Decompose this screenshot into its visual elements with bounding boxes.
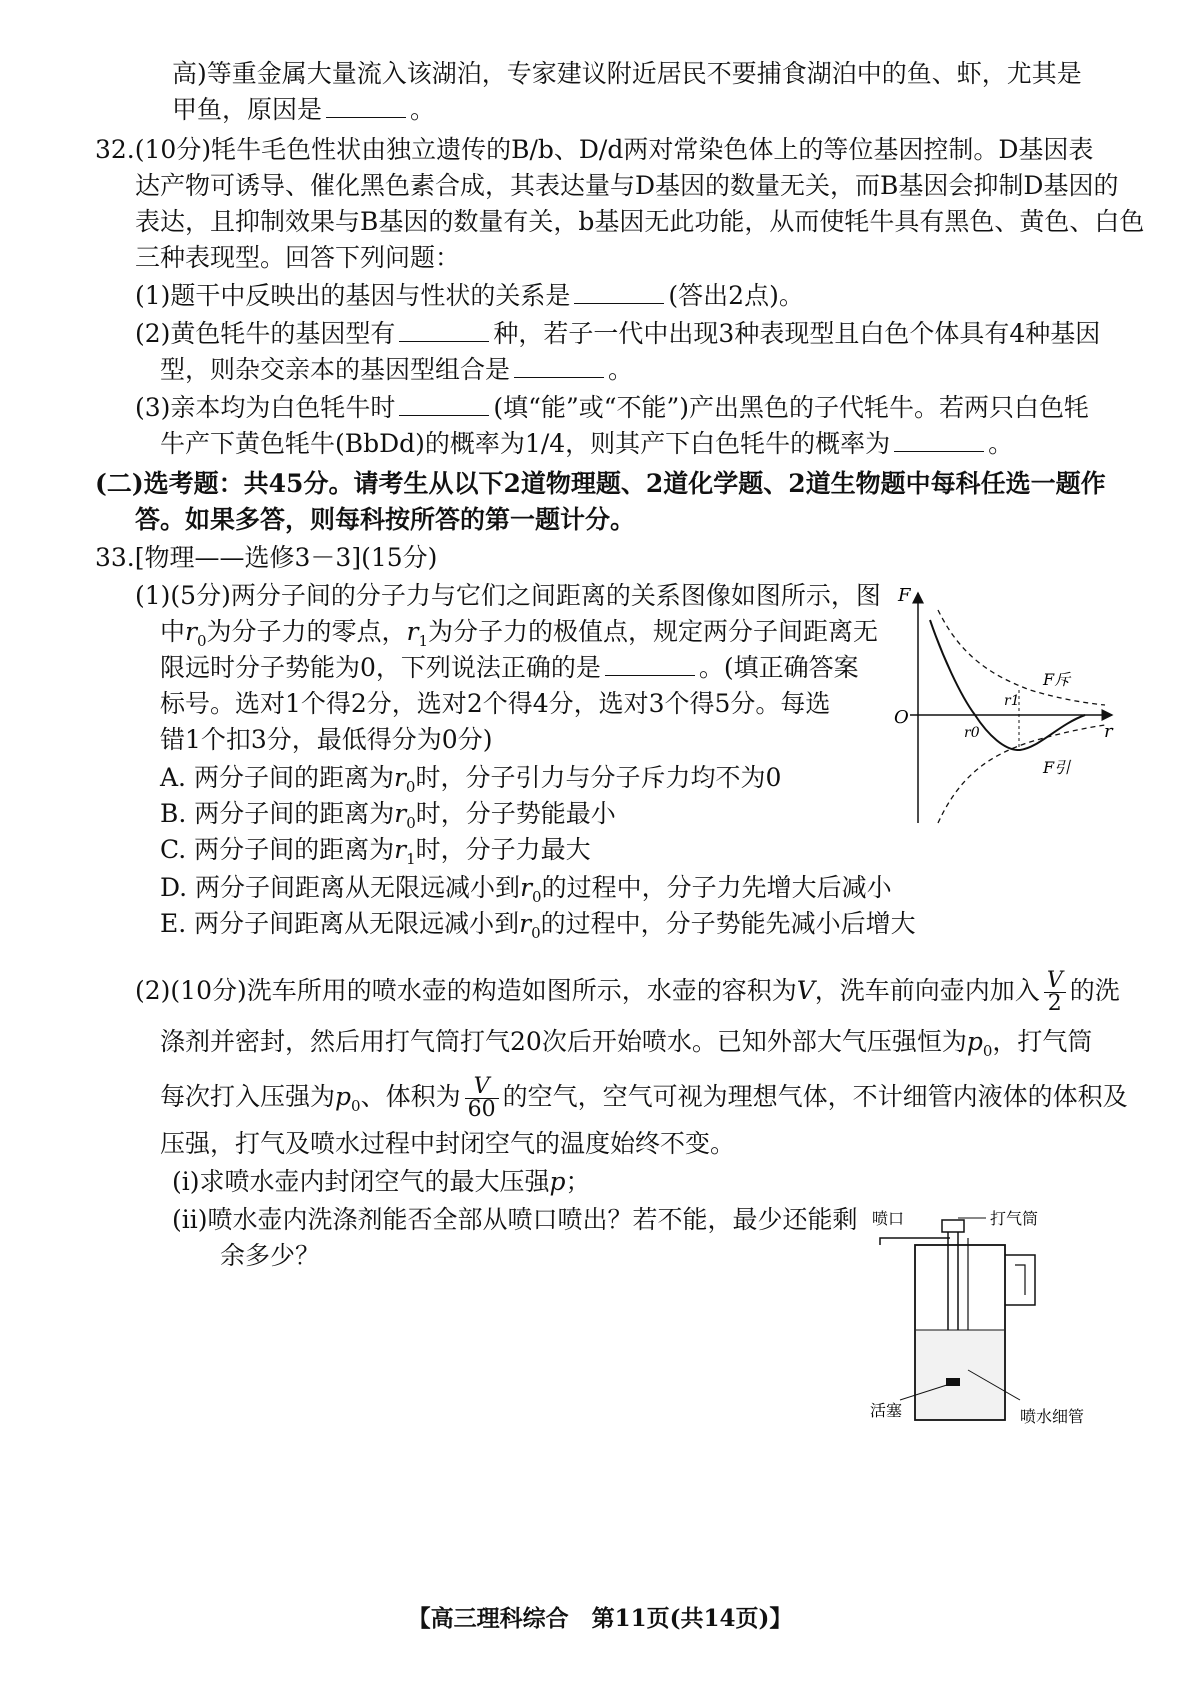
option-e: E. 两分子间距离从无限远减小到$r_0$的过程中，分子势能先减小后增大	[160, 909, 916, 942]
axis-label-r: r	[1104, 721, 1113, 742]
label-f-attract: F引	[1043, 758, 1071, 777]
answer-blank	[326, 95, 406, 118]
question-32-part-1: (1)题干中反映出的基因与性状的关系是 (答出2点)。	[135, 281, 804, 310]
text-line: 压强，打气及喷水过程中封闭空气的温度始终不变。	[160, 1129, 736, 1158]
spray-kettle-diagram	[870, 1200, 1130, 1430]
text-line: 表达，且抑制效果与B基因的数量有关，b基因无此功能，从而使牦牛具有黑色、黄色、白色	[135, 207, 1145, 236]
question-32-part-3: (3)亲本均为白色牦牛时 (填“能”或“不能”)产出黑色的子代牦牛。若两只白色牦	[135, 393, 1090, 422]
answer-blank	[894, 429, 984, 452]
text-line: 答。如果多答，则每科按所答的第一题计分。	[135, 505, 636, 534]
question-32-stem: 32.(10分)牦牛毛色性状由独立遗传的B/b、D/d两对常染色体上的等位基因控制。D基因表	[95, 135, 1094, 164]
section-2-heading: (二)选考题：共45分。请考生从以下2道物理题、2道化学题、2道生物题中每科任选一题作	[95, 469, 1106, 498]
answer-blank	[514, 355, 604, 378]
question-33-sub-ii: (ⅱ)喷水壶内洗涤剂能否全部从喷口喷出？若不能，最少还能剩	[172, 1205, 858, 1234]
molecular-force-graph	[880, 585, 1125, 830]
label-r0: r0	[964, 725, 980, 741]
liquid	[916, 1330, 1004, 1419]
answer-blank	[399, 319, 489, 342]
label-piston: 活塞	[870, 1401, 903, 1420]
text-line: 错1个扣3分，最低得分为0分)	[160, 725, 493, 754]
label-spray-tube: 喷水细管	[1020, 1407, 1085, 1426]
answer-blank	[574, 281, 664, 304]
option-a: A. 两分子间的距离为$r_0$时，分子引力与分子斥力均不为0	[160, 763, 782, 796]
text-line: 三种表现型。回答下列问题：	[135, 243, 461, 272]
option-d: D. 两分子间距离从无限远减小到$r_0$的过程中，分子力先增大后减小	[160, 873, 892, 906]
handle-inner	[1015, 1265, 1025, 1295]
question-33-part-2: (2)(10分)洗车所用的喷水壶的构造如图所示，水壶的容积为V，洗车前向壶内加入 $\frac{V}{2}$ 的洗	[135, 968, 1120, 1016]
text-line: 高)等重金属大量流入该湖泊，专家建议附近居民不要捕食湖泊中的鱼、虾，尤其是	[172, 59, 1082, 88]
answer-blank	[399, 393, 489, 416]
fraction-v-over-2: $\frac{V}{2}$	[1044, 970, 1066, 1015]
text-line: 标号。选对1个得2分，选对2个得4分，选对3个得5分。每选	[160, 689, 831, 718]
text-line: 余多少？	[220, 1241, 321, 1270]
label-f-repel: F斥	[1043, 670, 1071, 689]
option-c: C. 两分子间的距离为$r_1$时，分子力最大	[160, 835, 591, 868]
axis-label-f: F	[898, 585, 911, 606]
repulsive-force-curve	[938, 610, 1105, 705]
nozzle-pipe	[880, 1238, 950, 1245]
answer-blank	[605, 653, 695, 676]
text-line: 达产物可诱导、催化黑色素合成，其表达量与D基因的数量无关，而B基因会抑制D基因的	[135, 171, 1119, 200]
text-line: 中$r_0$为分子力的零点，$r_1$为分子力的极值点，规定两分子间距离无	[160, 617, 879, 650]
text-line: 型，则杂交亲本的基因型组合是 。	[160, 355, 634, 384]
question-33-sub-i: (ⅰ)求喷水壶内封闭空气的最大压强p；	[172, 1167, 591, 1196]
label-nozzle: 喷口	[872, 1209, 905, 1228]
option-b: B. 两分子间的距离为$r_0$时，分子势能最小	[160, 799, 616, 832]
question-32-part-2: (2)黄色牦牛的基因型有 种，若子一代中出现3种表现型且白色个体具有4种基因	[135, 319, 1101, 348]
text-line: 涤剂并密封，然后用打气筒打气20次后开始喷水。已知外部大气压强恒为$p_0$，打气筒	[160, 1027, 1093, 1060]
fraction-v-over-60: $\frac{V}{60}$	[465, 1076, 499, 1121]
label-r1: r1	[1004, 693, 1020, 709]
kettle-handle	[1005, 1255, 1035, 1305]
question-33-part-1: (1)(5分)两分子间的分子力与它们之间距离的关系图像如图所示，图	[135, 581, 881, 610]
text-line: 限远时分子势能为0，下列说法正确的是 。(填正确答案	[160, 653, 859, 682]
text-line: 每次打入压强为$p_0$、体积为 $\frac{V}{60}$ 的空气，空气可视为理想气体，不计细管内液体的体积及	[160, 1074, 1128, 1122]
text-line: 甲鱼，原因是 。	[172, 95, 436, 124]
text-line: 牛产下黄色牦牛(BbDd)的概率为1/4，则其产下白色牦牛的概率为 。	[160, 429, 1014, 458]
page-footer: 【高三理科综合 第11页(共14页)】	[407, 1605, 793, 1632]
origin-label: O	[894, 707, 909, 728]
label-pump: 打气筒	[990, 1209, 1039, 1228]
pump-handle	[942, 1220, 964, 1232]
question-33-heading: 33.[物理——选修3－3](15分)	[95, 543, 438, 572]
